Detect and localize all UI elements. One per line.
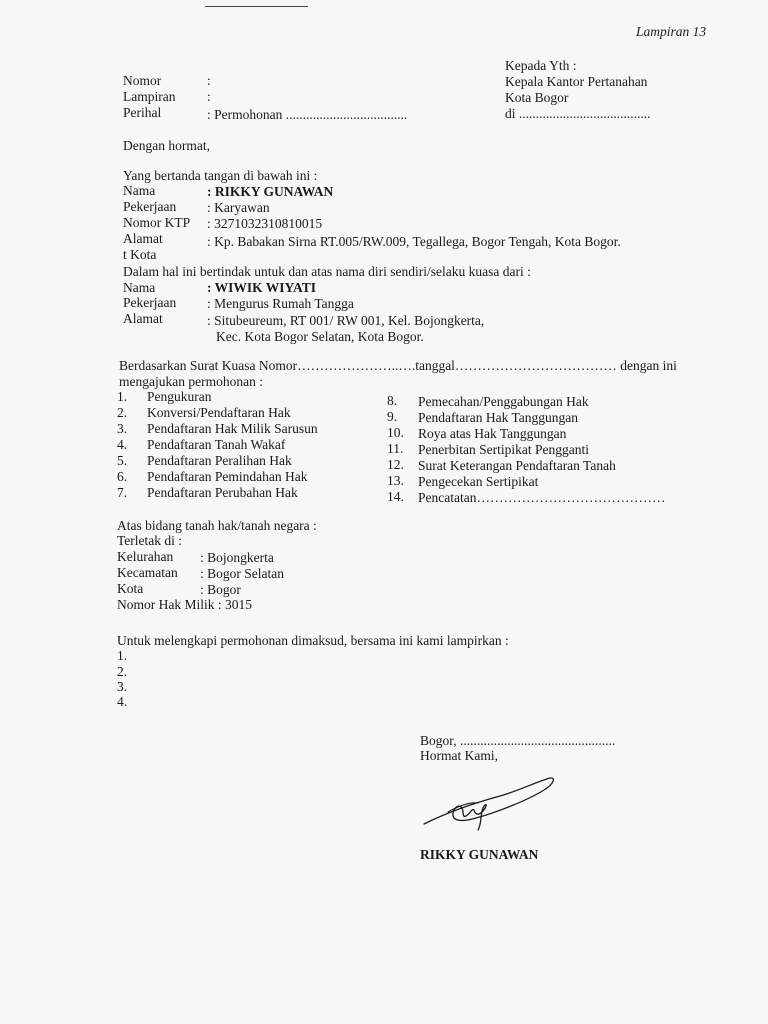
service-item: Pemecahan/Penggabungan Hak <box>418 394 589 409</box>
principal-label-name: Nama <box>123 280 156 295</box>
principal-occupation: : Mengurus Rumah Tangga <box>207 296 354 311</box>
salutation: Dengan hormat, <box>123 138 210 153</box>
service-item: Pendaftaran Hak Milik Sarusun <box>147 421 318 436</box>
service-item: Konversi/Pendaftaran Hak <box>147 405 291 420</box>
applicant-name: : RIKKY GUNAWAN <box>207 184 334 199</box>
service-number: 11. <box>387 441 404 456</box>
field-label-nomor: Nomor <box>123 73 162 88</box>
principal-label-occupation: Pekerjaan <box>123 295 177 310</box>
location-kecamatan: : Bogor Selatan <box>200 566 284 581</box>
applicant-label-address: Alamat <box>123 231 163 246</box>
acting-on-behalf-text: Dalam hal ini bertindak untuk dan atas nama diri sendiri/selaku kuasa dari : <box>123 264 531 279</box>
service-number: 3. <box>117 421 128 436</box>
field-value-perihal: : Permohonan .................................... <box>207 107 408 122</box>
location-label-kota: Kota <box>117 581 144 596</box>
attachment-item: 3. <box>117 679 128 694</box>
service-item: Pendaftaran Peralihan Hak <box>147 453 292 468</box>
located-at: Terletak di : <box>117 533 183 548</box>
principal-address: : Situbeureum, RT 001/ RW 001, Kel. Bojongkerta, <box>207 313 485 328</box>
recipient-line-1: Kepala Kantor Pertanahan <box>505 74 648 89</box>
signer-name: RIKKY GUNAWAN <box>420 847 539 862</box>
service-number: 10. <box>387 425 404 440</box>
attachment-number-label: Lampiran 13 <box>636 24 707 39</box>
attachment-item: 1. <box>117 648 128 663</box>
principal-name: : WIWIK WIYATI <box>207 280 317 295</box>
service-item: Pengukuran <box>147 389 212 404</box>
applicant-label-occupation: Pekerjaan <box>123 199 177 214</box>
service-number: 1. <box>117 389 128 404</box>
land-intro: Atas bidang tanah hak/tanah negara : <box>117 518 317 533</box>
service-item: Pendaftaran Pemindahan Hak <box>147 469 308 484</box>
closing-regards: Hormat Kami, <box>420 748 498 763</box>
top-rule <box>205 6 308 7</box>
service-number: 5. <box>117 453 128 468</box>
signature <box>418 772 558 832</box>
applicant-address: : Kp. Babakan Sirna RT.005/RW.009, Tegallega, Bogor Tengah, Kota Bogor. <box>207 234 621 249</box>
service-number: 2. <box>117 405 128 420</box>
service-number: 14. <box>387 489 404 504</box>
service-item: Roya atas Hak Tanggungan <box>418 426 567 441</box>
attachments-intro: Untuk melengkapi permohonan dimaksud, bersama ini kami lampirkan : <box>117 633 509 648</box>
applicant-id-number: : 3271032310810015 <box>207 216 323 231</box>
intro-text: Yang bertanda tangan di bawah ini : <box>123 168 318 183</box>
field-label-lampiran: Lampiran <box>123 89 176 104</box>
attachment-item: 2. <box>117 664 128 679</box>
power-of-attorney-line-1: Berdasarkan Surat Kuasa Nomor…………………..….tanggal……………………………… dengan ini <box>119 358 677 373</box>
service-number: 12. <box>387 457 404 472</box>
service-number: 7. <box>117 485 128 500</box>
field-label-perihal: Perihal <box>123 105 162 120</box>
applicant-label-id: Nomor KTP <box>123 215 191 230</box>
attachment-item: 4. <box>117 694 128 709</box>
recipient-greeting: Kepada Yth : <box>505 58 577 73</box>
service-item: Penerbitan Sertipikat Pengganti <box>418 442 589 457</box>
location-kelurahan: : Bojongkerta <box>200 550 274 565</box>
service-item: Pendaftaran Tanah Wakaf <box>147 437 286 452</box>
place-date: Bogor, .............................................. <box>420 733 616 748</box>
service-item: Pendaftaran Hak Tanggungan <box>418 410 579 425</box>
service-number: 6. <box>117 469 128 484</box>
service-item: Pencatatan…………………………………… <box>418 490 666 505</box>
service-number: 9. <box>387 409 398 424</box>
service-number: 4. <box>117 437 128 452</box>
applicant-label-name: Nama <box>123 183 156 198</box>
service-number: 13. <box>387 473 404 488</box>
applicant-occupation: : Karyawan <box>207 200 270 215</box>
recipient-line-2: Kota Bogor <box>505 90 569 105</box>
power-of-attorney-line-2: mengajukan permohonan : <box>119 374 263 389</box>
recipient-line-3: di ....................................... <box>505 106 651 121</box>
service-item: Pendaftaran Perubahan Hak <box>147 485 298 500</box>
principal-address-line-2: Kec. Kota Bogor Selatan, Kota Bogor. <box>216 329 424 344</box>
field-value-nomor: : <box>207 73 211 88</box>
principal-label-address: Alamat <box>123 311 163 326</box>
location-label-kecamatan: Kecamatan <box>117 565 178 580</box>
location-kota: : Bogor <box>200 582 241 597</box>
service-number: 8. <box>387 393 398 408</box>
service-item: Pengecekan Sertipikat <box>418 474 539 489</box>
stray-text: t Kota <box>123 247 157 262</box>
location-label-kelurahan: Kelurahan <box>117 549 174 564</box>
service-item: Surat Keterangan Pendaftaran Tanah <box>418 458 616 473</box>
field-value-lampiran: : <box>207 89 211 104</box>
title-number: Nomor Hak Milik : 3015 <box>117 597 252 612</box>
